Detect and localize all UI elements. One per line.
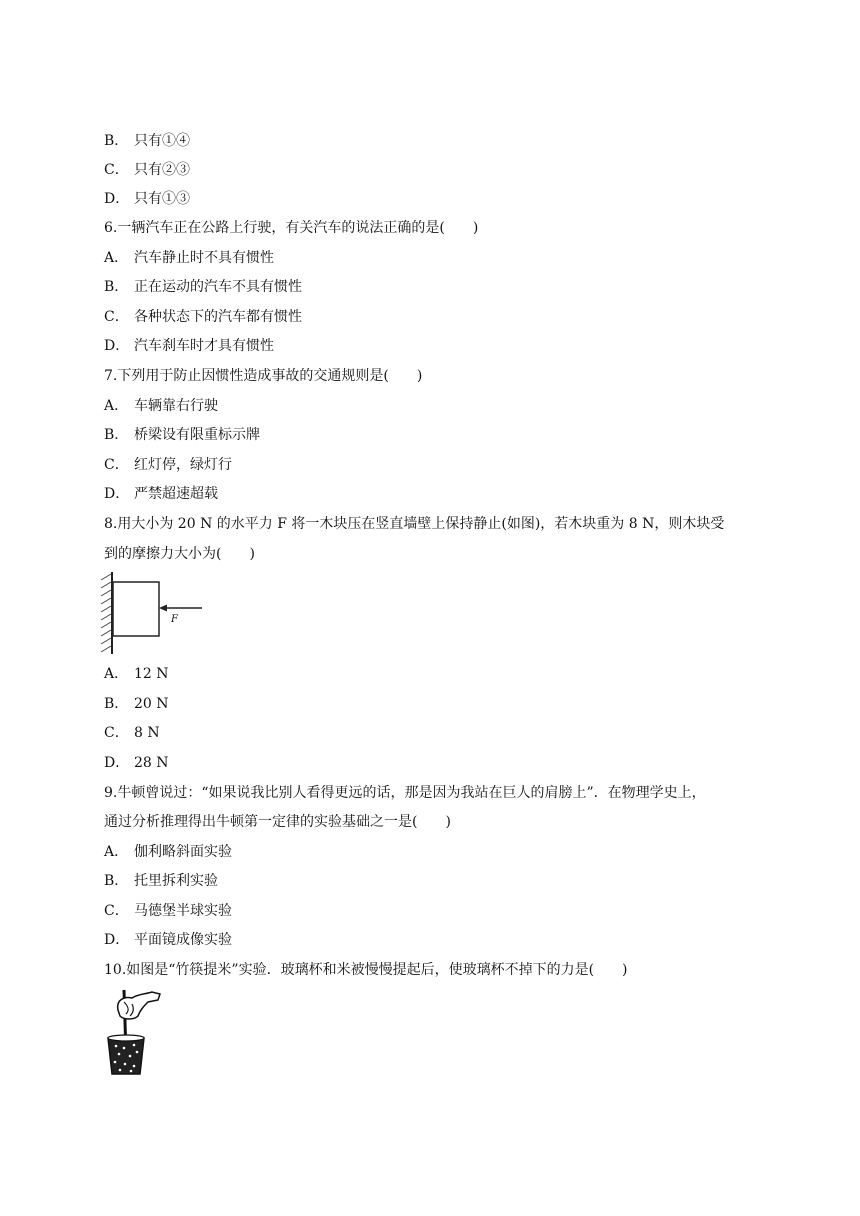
wooden-block: [113, 582, 159, 636]
q9-option-a: A． 伽利略斜面实验: [104, 844, 232, 860]
q9-stem-line2: 通过分析推理得出牛顿第一定律的实验基础之一是( ): [104, 814, 451, 830]
q8-stem-line2: 到的摩擦力大小为( ): [104, 546, 255, 562]
wall-hatching: [101, 574, 111, 652]
force-label: F: [171, 614, 178, 625]
q8-option-d: D． 28 N: [104, 755, 169, 771]
q8-wall-block-figure: [96, 572, 208, 656]
q8-stem-line1: 8.用大小为 20 N 的水平力 F 将一木块压在竖直墙壁上保持静止(如图)，若木块重为 8 N，则木块受: [104, 516, 725, 532]
q8-option-b: B． 20 N: [104, 696, 169, 712]
q7-option-a: A． 车辆靠右行驶: [104, 398, 218, 414]
q9-option-b: B． 托里拆利实验: [104, 873, 218, 889]
q6-option-d: D． 汽车刹车时才具有惯性: [104, 338, 274, 354]
q8-option-a: A． 12 N: [104, 666, 169, 682]
q9-stem-line1: 9.牛顿曾说过：“如果说我比别人看得更远的话，那是因为我站在巨人的肩膀上”．在物理学史上，: [104, 785, 706, 801]
q10-stem: 10.如图是“竹筷提米”实验．玻璃杯和米被慢慢提起后，使玻璃杯不掉下的力是( ): [104, 962, 628, 978]
q6-option-c: C． 各种状态下的汽车都有惯性: [104, 309, 302, 325]
q9-option-d: D． 平面镜成像实验: [104, 932, 232, 948]
q10-chopstick-rice-figure: [104, 988, 166, 1076]
q7-option-d: D． 严禁超速超载: [104, 486, 218, 502]
q5-option-c: C． 只有②③: [104, 162, 190, 178]
q6-option-a: A． 汽车静止时不具有惯性: [104, 250, 274, 266]
q6-option-b: B． 正在运动的汽车不具有惯性: [104, 279, 302, 295]
q7-option-b: B． 桥梁设有限重标示牌: [104, 427, 260, 443]
q9-option-c: C． 马德堡半球实验: [104, 903, 232, 919]
q7-stem: 7.下列用于防止因惯性造成事故的交通规则是( ): [104, 368, 423, 384]
q5-option-d: D． 只有①③: [104, 191, 190, 207]
q5-option-b: B． 只有①④: [104, 133, 190, 149]
q7-option-c: C． 红灯停，绿灯行: [104, 457, 232, 473]
force-arrow-head: [159, 605, 167, 612]
q6-stem: 6.一辆汽车正在公路上行驶，有关汽车的说法正确的是( ): [104, 220, 479, 236]
q8-option-c: C． 8 N: [104, 725, 160, 741]
glass-cup: [108, 1038, 144, 1074]
